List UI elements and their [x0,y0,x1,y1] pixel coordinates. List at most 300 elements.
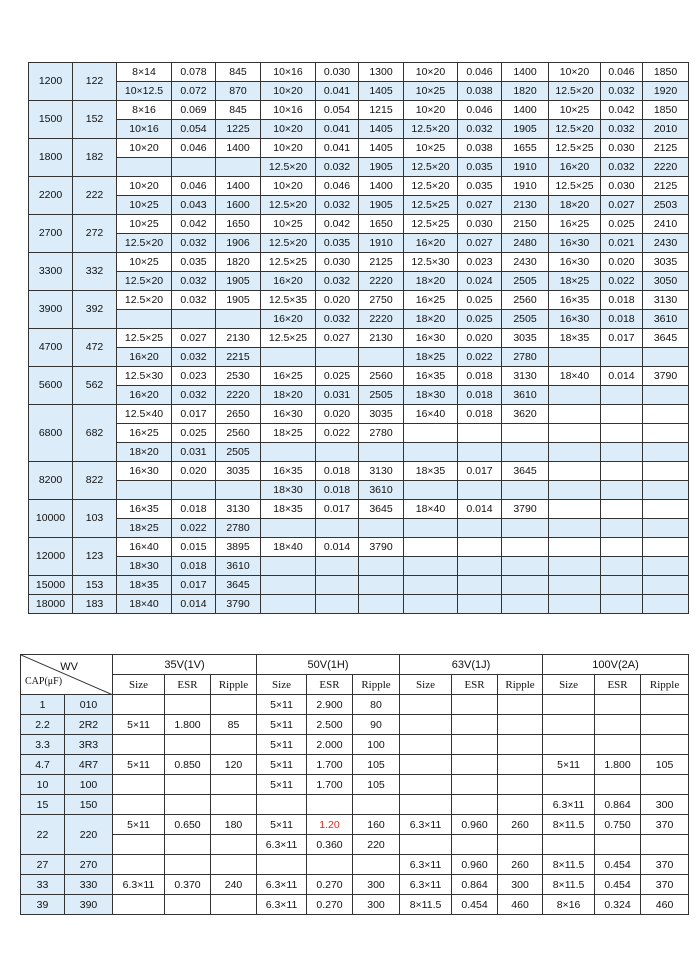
esr-cell [595,775,641,795]
esr-cell: 0.750 [595,815,641,835]
esr-cell [458,424,502,443]
size-cell [400,695,452,715]
size-cell: 16×35 [404,367,458,386]
esr-cell: 0.017 [172,576,216,595]
size-cell: 8×11.5 [543,875,595,895]
esr-cell: 0.454 [452,895,498,915]
ripple-cell [643,538,689,557]
esr-cell [452,795,498,815]
size-cell [543,735,595,755]
ripple-cell: 370 [641,815,689,835]
ripple-cell [359,348,404,367]
ripple-cell [643,576,689,595]
ripple-cell: 2505 [502,310,549,329]
cap-code-cell: 562 [73,367,117,405]
esr-cell [458,519,502,538]
table-row [21,855,689,875]
size-cell: 16×35 [117,500,172,519]
esr-cell: 0.020 [172,462,216,481]
esr-cell: 0.030 [316,63,359,82]
ripple-cell: 3645 [502,462,549,481]
size-cell: 16×25 [404,291,458,310]
size-cell: 18×25 [261,424,316,443]
ripple-cell: 160 [353,815,400,835]
size-cell [261,519,316,538]
ripple-cell [498,735,543,755]
ripple-cell: 3620 [502,405,549,424]
ripple-cell: 1910 [359,234,404,253]
ripple-cell: 2220 [643,158,689,177]
size-cell: 16×30 [549,310,601,329]
ripple-cell: 2215 [216,348,261,367]
esr-cell [452,775,498,795]
size-cell [404,595,458,614]
esr-cell [595,695,641,715]
size-cell: 18×35 [404,462,458,481]
ripple-cell: 3035 [216,462,261,481]
esr-cell [165,835,211,855]
esr-cell: 0.032 [172,272,216,291]
esr-cell: 0.018 [316,481,359,500]
esr-cell: 0.054 [172,120,216,139]
capacitance-cell: 33 [21,875,65,895]
table-row [29,234,689,253]
cap-code-cell: 010 [65,695,113,715]
esr-cell [601,500,643,519]
esr-cell [452,835,498,855]
size-cell: 12.5×25 [404,196,458,215]
table-row [29,158,689,177]
ripple-cell: 100 [353,735,400,755]
ripple-cell: 2220 [359,272,404,291]
size-cell: 18×30 [117,557,172,576]
size-cell: 8×11.5 [543,815,595,835]
size-cell [261,443,316,462]
cap-code-cell: 332 [73,253,117,291]
cap-code-cell: 183 [73,595,117,614]
esr-cell [452,735,498,755]
ripple-cell: 80 [353,695,400,715]
ripple-cell: 2125 [643,139,689,158]
esr-cell: 0.027 [172,329,216,348]
size-cell: 12.5×20 [404,177,458,196]
size-cell: 12.5×20 [404,120,458,139]
capacitance-cell: 1800 [29,139,73,177]
cap-code-cell: 822 [73,462,117,500]
size-cell: 16×30 [117,462,172,481]
ripple-cell [641,775,689,795]
size-cell [404,538,458,557]
esr-cell: 0.030 [601,177,643,196]
table-row [29,576,689,595]
table-row [29,310,689,329]
esr-cell: 0.022 [601,272,643,291]
ripple-cell: 2430 [643,234,689,253]
wv-label: WV [60,661,78,673]
table-row [29,348,689,367]
capacitance-cell: 4.7 [21,755,65,775]
size-cell [404,481,458,500]
size-cell: 18×20 [117,443,172,462]
capacitance-cell: 6800 [29,405,73,462]
size-cell: 6.3×11 [257,875,307,895]
table-row [21,715,689,735]
esr-cell [165,735,211,755]
size-cell: 16×20 [117,386,172,405]
cap-code-cell: 153 [73,576,117,595]
esr-cell: 0.046 [172,139,216,158]
size-cell [404,557,458,576]
size-cell: 18×25 [549,272,601,291]
ripple-cell: 870 [216,82,261,101]
esr-cell: 0.017 [601,329,643,348]
esr-cell: 0.031 [172,443,216,462]
ripple-cell: 220 [353,835,400,855]
size-cell: 18×20 [549,196,601,215]
esr-cell [316,348,359,367]
table-row [21,895,689,915]
esr-cell [452,695,498,715]
subheader-esr: ESR [452,675,498,695]
capacitance-cell: 27 [21,855,65,875]
size-cell [549,424,601,443]
size-cell [113,895,165,915]
esr-cell: 0.018 [601,291,643,310]
esr-cell [595,715,641,735]
capacitance-cell: 1 [21,695,65,715]
esr-cell [601,386,643,405]
esr-cell: 0.022 [316,424,359,443]
size-cell: 18×40 [404,500,458,519]
ripple-cell [359,519,404,538]
table-row [29,253,689,272]
size-cell [543,695,595,715]
esr-cell: 0.022 [458,348,502,367]
ripple-cell: 3130 [643,291,689,310]
size-cell [400,835,452,855]
capacitance-cell: 2200 [29,177,73,215]
esr-cell: 0.032 [316,196,359,215]
ripple-cell [498,715,543,735]
subheader-ripple: Ripple [353,675,400,695]
cap-code-cell: 2R2 [65,715,113,735]
capacitance-cell: 3900 [29,291,73,329]
ripple-cell [502,557,549,576]
esr-cell: 0.032 [316,272,359,291]
capacitance-cell: 3.3 [21,735,65,755]
cap-code-cell: 122 [73,63,117,101]
ripple-cell: 180 [211,815,257,835]
ripple-cell [641,715,689,735]
esr-cell: 0.031 [316,386,359,405]
ripple-cell [211,895,257,915]
ripple-cell [502,519,549,538]
ripple-cell: 1650 [216,215,261,234]
esr-cell: 0.025 [458,291,502,310]
table-row [29,215,689,234]
ripple-cell: 105 [353,775,400,795]
esr-cell: 0.021 [601,234,643,253]
size-cell: 18×20 [404,310,458,329]
size-cell: 18×40 [261,538,316,557]
ripple-cell: 3645 [643,329,689,348]
size-cell: 6.3×11 [257,835,307,855]
esr-cell: 0.027 [316,329,359,348]
esr-cell [601,519,643,538]
size-cell: 5×11 [113,755,165,775]
table-row [21,795,689,815]
esr-cell: 0.014 [172,595,216,614]
table-row [29,101,689,120]
size-cell: 12.5×25 [261,329,316,348]
capacitance-cell: 39 [21,895,65,915]
size-cell [543,775,595,795]
table-row [21,755,689,775]
esr-cell: 0.015 [172,538,216,557]
esr-cell [601,538,643,557]
capacitance-cell: 1500 [29,101,73,139]
esr-cell: 0.020 [316,291,359,310]
capacitance-cell: 22 [21,815,65,855]
ripple-cell: 85 [211,715,257,735]
ripple-cell: 1600 [216,196,261,215]
esr-cell: 0.025 [316,367,359,386]
esr-cell [458,595,502,614]
ripple-cell [643,443,689,462]
esr-cell: 0.027 [458,196,502,215]
size-cell [113,835,165,855]
size-cell: 5×11 [257,815,307,835]
cap-code-cell: 682 [73,405,117,462]
esr-cell [601,424,643,443]
size-cell: 16×40 [117,538,172,557]
size-cell: 5×11 [257,695,307,715]
size-cell: 10×20 [404,63,458,82]
size-cell: 10×20 [117,139,172,158]
ripple-cell: 2650 [216,405,261,424]
capacitance-cell: 10 [21,775,65,795]
size-cell [400,735,452,755]
ripple-cell: 3610 [359,481,404,500]
size-cell: 8×16 [543,895,595,915]
cap-code-cell: 3R3 [65,735,113,755]
esr-cell: 0.018 [172,557,216,576]
ripple-cell: 2505 [216,443,261,462]
capacitance-cell: 15 [21,795,65,815]
table-row [21,875,689,895]
size-cell: 10×20 [261,177,316,196]
table-row [21,775,689,795]
ripple-cell: 2130 [216,329,261,348]
table-row [29,367,689,386]
esr-cell: 2.500 [307,715,353,735]
ripple-cell [643,424,689,443]
cap-code-cell: 100 [65,775,113,795]
size-cell [549,386,601,405]
size-cell: 12.5×25 [404,215,458,234]
esr-cell: 0.038 [458,82,502,101]
ripple-cell: 3035 [643,253,689,272]
ripple-cell: 105 [641,755,689,775]
esr-cell: 0.454 [595,855,641,875]
size-cell [404,424,458,443]
ripple-cell: 845 [216,63,261,82]
esr-cell [458,481,502,500]
table-row [29,481,689,500]
size-cell: 5×11 [257,715,307,735]
ripple-cell [502,481,549,500]
esr-cell: 0.025 [172,424,216,443]
esr-cell: 1.800 [595,755,641,775]
esr-cell: 0.041 [316,82,359,101]
size-cell: 16×25 [549,215,601,234]
cap-code-cell: 123 [73,538,117,576]
esr-cell [601,462,643,481]
size-cell: 10×25 [117,196,172,215]
table-row [29,329,689,348]
esr-cell: 0.023 [172,367,216,386]
esr-cell [452,715,498,735]
ripple-cell [502,538,549,557]
esr-cell: 0.025 [458,310,502,329]
esr-cell: 0.069 [172,101,216,120]
esr-cell [601,595,643,614]
esr-cell: 0.270 [307,875,353,895]
esr-cell: 0.078 [172,63,216,82]
size-cell [261,348,316,367]
esr-cell [601,576,643,595]
esr-cell: 0.023 [458,253,502,272]
size-cell: 12.5×20 [549,120,601,139]
esr-cell [307,855,353,875]
ripple-cell: 2503 [643,196,689,215]
esr-cell: 0.035 [458,177,502,196]
esr-cell: 0.046 [601,63,643,82]
esr-cell [316,443,359,462]
ripple-cell: 2560 [359,367,404,386]
esr-cell [165,775,211,795]
size-cell: 12.5×20 [117,234,172,253]
ripple-cell: 2130 [359,329,404,348]
size-cell: 8×11.5 [400,895,452,915]
ripple-cell: 460 [641,895,689,915]
size-cell: 18×20 [261,386,316,405]
table-row [21,815,689,835]
size-cell: 10×20 [261,139,316,158]
ripple-cell: 300 [353,895,400,915]
size-cell: 18×30 [404,386,458,405]
ripple-cell: 1225 [216,120,261,139]
esr-cell: 0.018 [172,500,216,519]
size-cell: 5×11 [113,815,165,835]
ripple-cell: 90 [353,715,400,735]
ripple-cell: 3035 [359,405,404,424]
ripple-cell: 1905 [216,272,261,291]
esr-cell: 0.027 [601,196,643,215]
ripple-cell: 3035 [502,329,549,348]
table-row [21,835,689,855]
cap-code-cell: 152 [73,101,117,139]
esr-cell [316,595,359,614]
esr-cell [452,755,498,775]
size-cell: 10×16 [261,63,316,82]
esr-cell [601,443,643,462]
size-cell: 6.3×11 [400,875,452,895]
size-cell: 12.5×25 [549,139,601,158]
table-row [29,443,689,462]
ripple-cell [498,755,543,775]
ripple-cell [502,424,549,443]
size-cell [549,348,601,367]
esr-cell: 0.017 [172,405,216,424]
cap-code-cell: 182 [73,139,117,177]
esr-cell: 0.035 [458,158,502,177]
ripple-cell [643,405,689,424]
size-cell [549,595,601,614]
size-cell: 18×30 [261,481,316,500]
ripple-cell [353,795,400,815]
size-cell: 18×35 [117,576,172,595]
esr-cell: 0.022 [172,519,216,538]
esr-cell: 0.025 [601,215,643,234]
ripple-cell: 3645 [359,500,404,519]
table-row [29,272,689,291]
ripple-cell: 105 [353,755,400,775]
ripple-cell [643,462,689,481]
cap-code-cell: 472 [73,329,117,367]
size-cell: 12.5×20 [117,272,172,291]
voltage-header-63v: 63V(1J) [400,655,543,675]
esr-cell [165,855,211,875]
esr-cell: 0.043 [172,196,216,215]
ripple-cell: 1905 [216,291,261,310]
size-cell [257,795,307,815]
size-cell [549,462,601,481]
cap-label: CAP(μF) [25,676,63,687]
size-cell: 12.5×25 [117,329,172,348]
size-cell: 12.5×30 [404,253,458,272]
esr-cell: 0.650 [165,815,211,835]
size-cell: 18×40 [549,367,601,386]
size-cell [549,519,601,538]
size-cell: 6.3×11 [400,855,452,875]
size-cell: 10×20 [549,63,601,82]
cap-code-cell: 220 [65,815,113,855]
ripple-cell: 3130 [502,367,549,386]
size-cell: 10×16 [261,101,316,120]
esr-cell: 0.042 [601,101,643,120]
size-cell: 10×25 [404,82,458,101]
size-cell: 18×20 [404,272,458,291]
size-cell [549,576,601,595]
size-cell: 18×35 [549,329,601,348]
capacitance-cell: 12000 [29,538,73,576]
size-cell: 16×40 [404,405,458,424]
ripple-cell [216,158,261,177]
esr-cell: 0.032 [172,291,216,310]
ripple-cell: 2505 [359,386,404,405]
size-cell [549,443,601,462]
ripple-cell [353,855,400,875]
esr-cell: 2.000 [307,735,353,755]
size-cell [117,481,172,500]
esr-cell: 0.454 [595,875,641,895]
size-cell: 10×25 [549,101,601,120]
ripple-cell [498,775,543,795]
esr-cell: 0.032 [601,120,643,139]
ripple-cell: 845 [216,101,261,120]
size-cell: 5×11 [257,735,307,755]
